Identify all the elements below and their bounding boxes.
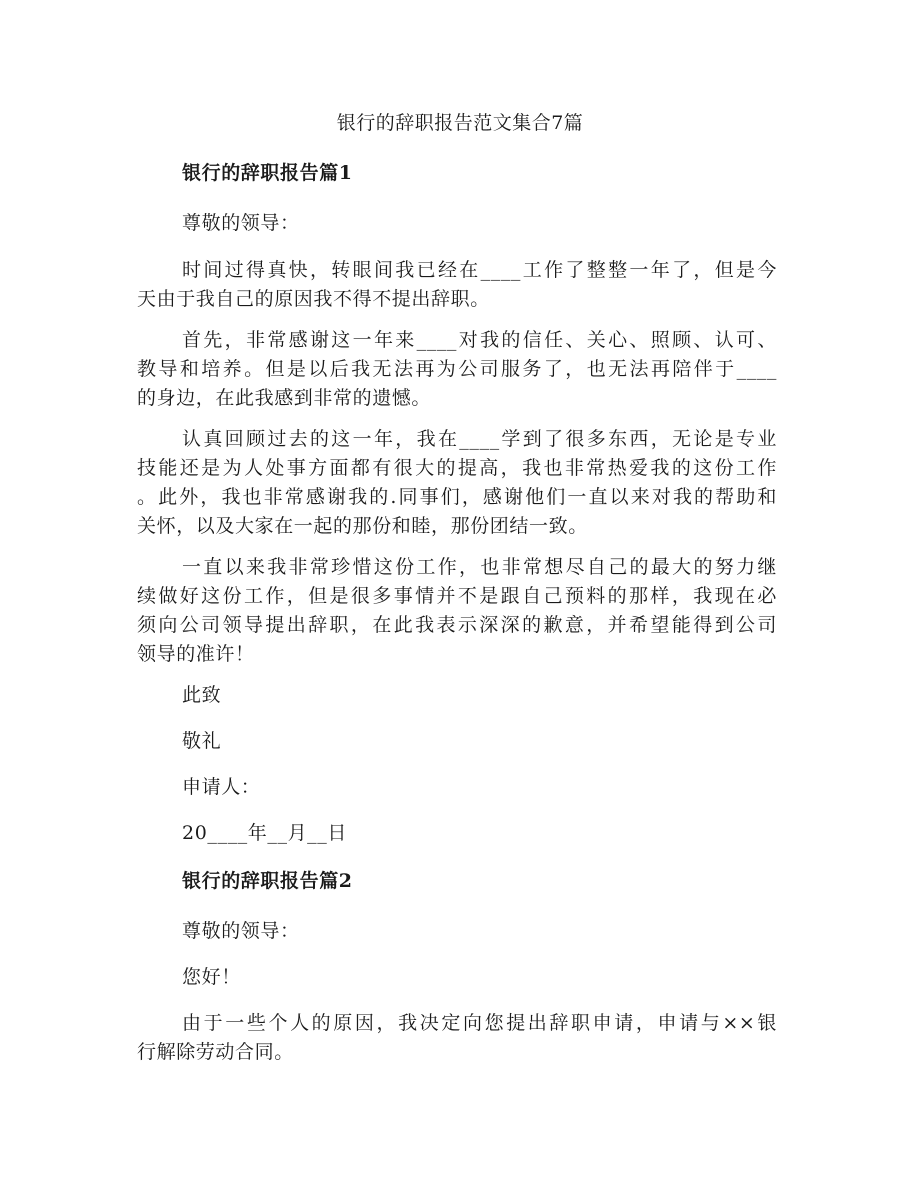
section-1-paragraph-3-line-1: 认真回顾过去的这一年，我在____学到了很多东西，无论是专业 — [182, 428, 777, 450]
document-title: 银行的辞职报告范文集合7篇 — [336, 112, 584, 134]
closing-salutation: 此致 — [182, 684, 222, 706]
section-2-paragraph-1-line-1: 由于一些个人的原因，我决定向您提出辞职申请，申请与××银 — [182, 1012, 777, 1034]
closing-regards: 敬礼 — [182, 730, 222, 752]
section-1-paragraph-4-line-3: 须向公司领导提出辞职，在此我表示深深的歉意，并希望能得到公司 — [137, 614, 777, 636]
section-1-paragraph-4-line-4: 领导的准许！ — [137, 643, 255, 665]
section-1-paragraph-3-line-2: 技能还是为人处事方面都有很大的提高，我也非常热爱我的这份工作 — [137, 457, 777, 479]
section-2-greeting: 您好！ — [182, 966, 241, 988]
section-2-heading: 银行的辞职报告篇2 — [182, 870, 353, 892]
section-2-salutation: 尊敬的领导： — [182, 920, 300, 942]
section-1-paragraph-1-line-1: 时间过得真快，转眼间我已经在____工作了整整一年了，但是今 — [182, 259, 777, 281]
section-1-paragraph-3-line-3: 。此外，我也非常感谢我的.同事们，感谢他们一直以来对我的帮助和 — [137, 486, 777, 508]
section-1-paragraph-2-line-1: 首先，非常感谢这一年来____对我的信任、关心、照顾、认可、 — [182, 329, 777, 351]
section-1-salutation: 尊敬的领导： — [182, 212, 300, 234]
date-line: 20____年__月__日 — [182, 822, 347, 844]
section-1-paragraph-2-line-3: 的身边，在此我感到非常的遗憾。 — [137, 387, 432, 409]
section-1-paragraph-4-line-2: 续做好这份工作，但是很多事情并不是跟自己预料的那样，我现在必 — [137, 585, 777, 607]
section-1-paragraph-1-line-2: 天由于我自己的原因我不得不提出辞职。 — [137, 288, 490, 310]
section-1-paragraph-3-line-4: 关怀，以及大家在一起的那份和睦，那份团结一致。 — [137, 515, 588, 537]
section-1-paragraph-4-line-1: 一直以来我非常珍惜这份工作，也非常想尽自己的最大的努力继 — [182, 556, 777, 578]
section-1-heading: 银行的辞职报告篇1 — [182, 162, 353, 184]
section-2-paragraph-1-line-2: 行解除劳动合同。 — [137, 1041, 294, 1063]
section-1-paragraph-2-line-2: 教导和培养。但是以后我无法再为公司服务了，也无法再陪伴于____ — [137, 358, 777, 380]
applicant-label: 申请人： — [182, 776, 261, 798]
